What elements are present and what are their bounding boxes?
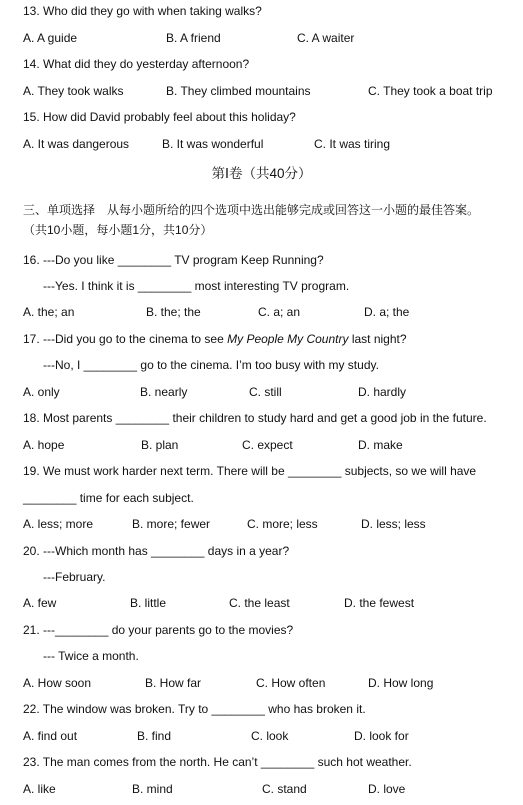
q17-option-a: A. only [23, 385, 60, 399]
q22-option-a: A. find out [23, 729, 78, 743]
question-19: 19. We must work harder next term. There will be ________ subjects, so we will have [23, 464, 477, 478]
question-13: 13. Who did they go with when taking walks? [23, 4, 262, 18]
q14-option-a: A. They took walks [23, 84, 124, 98]
q15-option-b: B. It was wonderful [162, 137, 264, 151]
question-17-line-2: ---No, I ________ go to the cinema. I’m too busy with my study. [43, 358, 379, 372]
question-16: 16. ---Do you like ________ TV program Keep Running? [23, 253, 324, 267]
q16-option-c: C. a; an [258, 305, 301, 319]
question-21-line-2: --- Twice a month. [43, 649, 139, 663]
q20-option-a: A. few [23, 596, 57, 610]
q14-option-b: B. They climbed mountains [166, 84, 311, 98]
section-title: 第Ⅰ卷（共40分） [211, 166, 312, 181]
q23-option-a: A. like [23, 782, 56, 796]
q19-option-b: B. more; fewer [132, 517, 211, 531]
q15-option-a: A. It was dangerous [23, 137, 130, 151]
question-19-line-2: ________ time for each subject. [23, 491, 194, 505]
q22-option-b: B. find [137, 729, 172, 743]
q23-option-c: C. stand [262, 782, 307, 796]
q18-option-a: A. hope [23, 438, 65, 452]
q19-option-d: D. less; less [361, 517, 426, 531]
question-21: 21. ---________ do your parents go to the movies? [23, 623, 294, 637]
q16-option-b: B. the; the [146, 305, 201, 319]
film-title: My People My Country [227, 332, 349, 346]
q19-option-a: A. less; more [23, 517, 94, 531]
question-15: 15. How did David probably feel about this holiday? [23, 110, 296, 124]
q21-option-d: D. How long [368, 676, 434, 690]
q20-option-b: B. little [130, 596, 167, 610]
question-17-text-b: last night? [348, 332, 407, 346]
q13-option-a: A. A guide [23, 31, 78, 45]
q22-option-c: C. look [251, 729, 289, 743]
question-14: 14. What did they do yesterday afternoon? [23, 57, 250, 71]
question-18: 18. Most parents ________ their children to study hard and get a good job in the future. [23, 411, 487, 425]
q16-option-d: D. a; the [364, 305, 410, 319]
question-23: 23. The man comes from the north. He can’t ________ such hot weather. [23, 755, 412, 769]
q14-option-c: C. They took a boat trip [368, 84, 493, 98]
q21-option-a: A. How soon [23, 676, 92, 690]
q21-option-c: C. How often [256, 676, 326, 690]
q17-option-c: C. still [249, 385, 282, 399]
question-20-line-2: ---February. [43, 570, 106, 584]
q18-option-c: C. expect [242, 438, 293, 452]
instruction-line-2: （共10小题，每小题1分，共10分） [23, 223, 213, 237]
q13-option-b: B. A friend [166, 31, 221, 45]
q18-option-b: B. plan [141, 438, 179, 452]
q20-option-c: C. the least [229, 596, 290, 610]
question-17-text-a: 17. ---Did you go to the cinema to see [23, 332, 228, 346]
q21-option-b: B. How far [145, 676, 202, 690]
instruction-line-1: 三、单项选择 从每小题所给的四个选项中选出能够完成或回答这一小题的最佳答案。 [23, 203, 480, 217]
q23-option-b: B. mind [132, 782, 173, 796]
question-22: 22. The window was broken. Try to ________ who has broken it. [23, 702, 366, 716]
q18-option-d: D. make [358, 438, 403, 452]
question-20: 20. ---Which month has ________ days in a year? [23, 544, 290, 558]
question-16-line-2: ---Yes. I think it is ________ most interesting TV program. [43, 279, 350, 293]
q15-option-c: C. It was tiring [314, 137, 391, 151]
q20-option-d: D. the fewest [344, 596, 415, 610]
q19-option-c: C. more; less [247, 517, 318, 531]
q16-option-a: A. the; an [23, 305, 75, 319]
q22-option-d: D. look for [354, 729, 409, 743]
q17-option-d: D. hardly [358, 385, 407, 399]
q17-option-b: B. nearly [140, 385, 188, 399]
question-17 [23, 332, 407, 346]
q13-option-c: C. A waiter [297, 31, 355, 45]
q23-option-d: D. love [368, 782, 406, 796]
